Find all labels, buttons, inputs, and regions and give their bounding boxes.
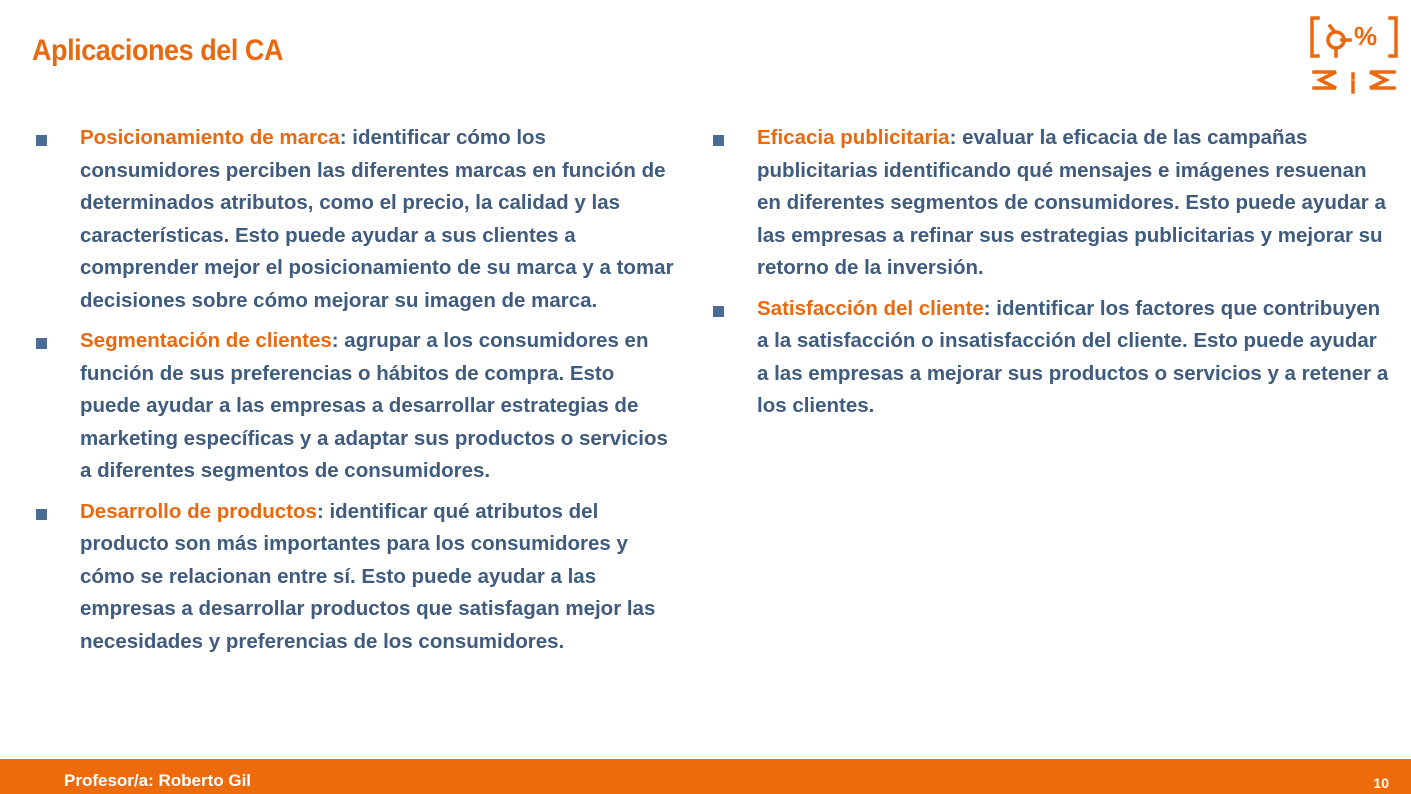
slide-title: Aplicaciones del CA [32,34,284,67]
bullet-term: Segmentación de clientes [80,329,332,352]
bullet-description: : identificar los factores que contribuyen a la satisfacción o insatisfacción del cliente. Esto puede ayudar a las empresas a mejorar sus productos o servicios y a retener a los clientes. [757,296,1389,417]
bullet-term: Eficacia publicitaria [757,126,950,149]
bullet-advertising-effectiveness [713,122,1393,285]
bullet-term: Desarrollo de productos [80,499,317,523]
footer-bar [0,759,1411,794]
square-bullet-icon [713,306,724,317]
bullet-description: : identificar cómo los consumidores perciben las diferentes marcas en función de determinados atributos, como el precio, la calidad y las características. Esto puede ayudar a sus clientes a comprender mejor el posicionamiento de su marca y a tomar decisiones sobre cómo mejorar su imagen de marca. [80,126,674,312]
bullet-term: Satisfacción del cliente [757,296,984,320]
bullet-product-development [36,496,676,659]
bracketed-figure-percent-logo [1306,12,1402,100]
square-bullet-icon [36,338,47,349]
applications-list-left [36,122,676,666]
bullet-term: Posicionamiento de marca [80,126,340,149]
bullet-description: : identificar qué atributos del producto son más importantes para los consumidores y cómo se relacionan entre sí. Esto puede ayudar a las empresas a desarrollar productos que satisfagan mejor las necesidades y preferencias de los consumidores. [80,499,656,653]
square-bullet-icon [713,135,724,146]
applications-list-right [713,122,1393,431]
bullet-customer-segmentation [36,325,676,488]
bullet-customer-satisfaction [713,293,1393,423]
bullet-description: : evaluar la eficacia de las campañas publicitarias identificando qué mensajes e imágenes resuenan en diferentes segmentos de consumidores. Esto puede ayudar a las empresas a refinar sus estrategias publicitarias y mejorar su retorno de la inversión. [757,126,1386,279]
bullet-brand-positioning [36,122,676,317]
professor-name: Profesor/a: Roberto Gil [64,771,252,790]
page-number: 10 [1373,775,1389,791]
bullet-description: : agrupar a los consumidores en función de sus preferencias o hábitos de compra. Esto puede ayudar a las empresas a desarrollar estrategias de marketing específicas y a adaptar sus productos o servicios a diferentes segmentos de consumidores. [80,329,668,482]
svg-text:%: % [1354,21,1378,51]
square-bullet-icon [36,135,47,146]
square-bullet-icon [36,509,47,520]
